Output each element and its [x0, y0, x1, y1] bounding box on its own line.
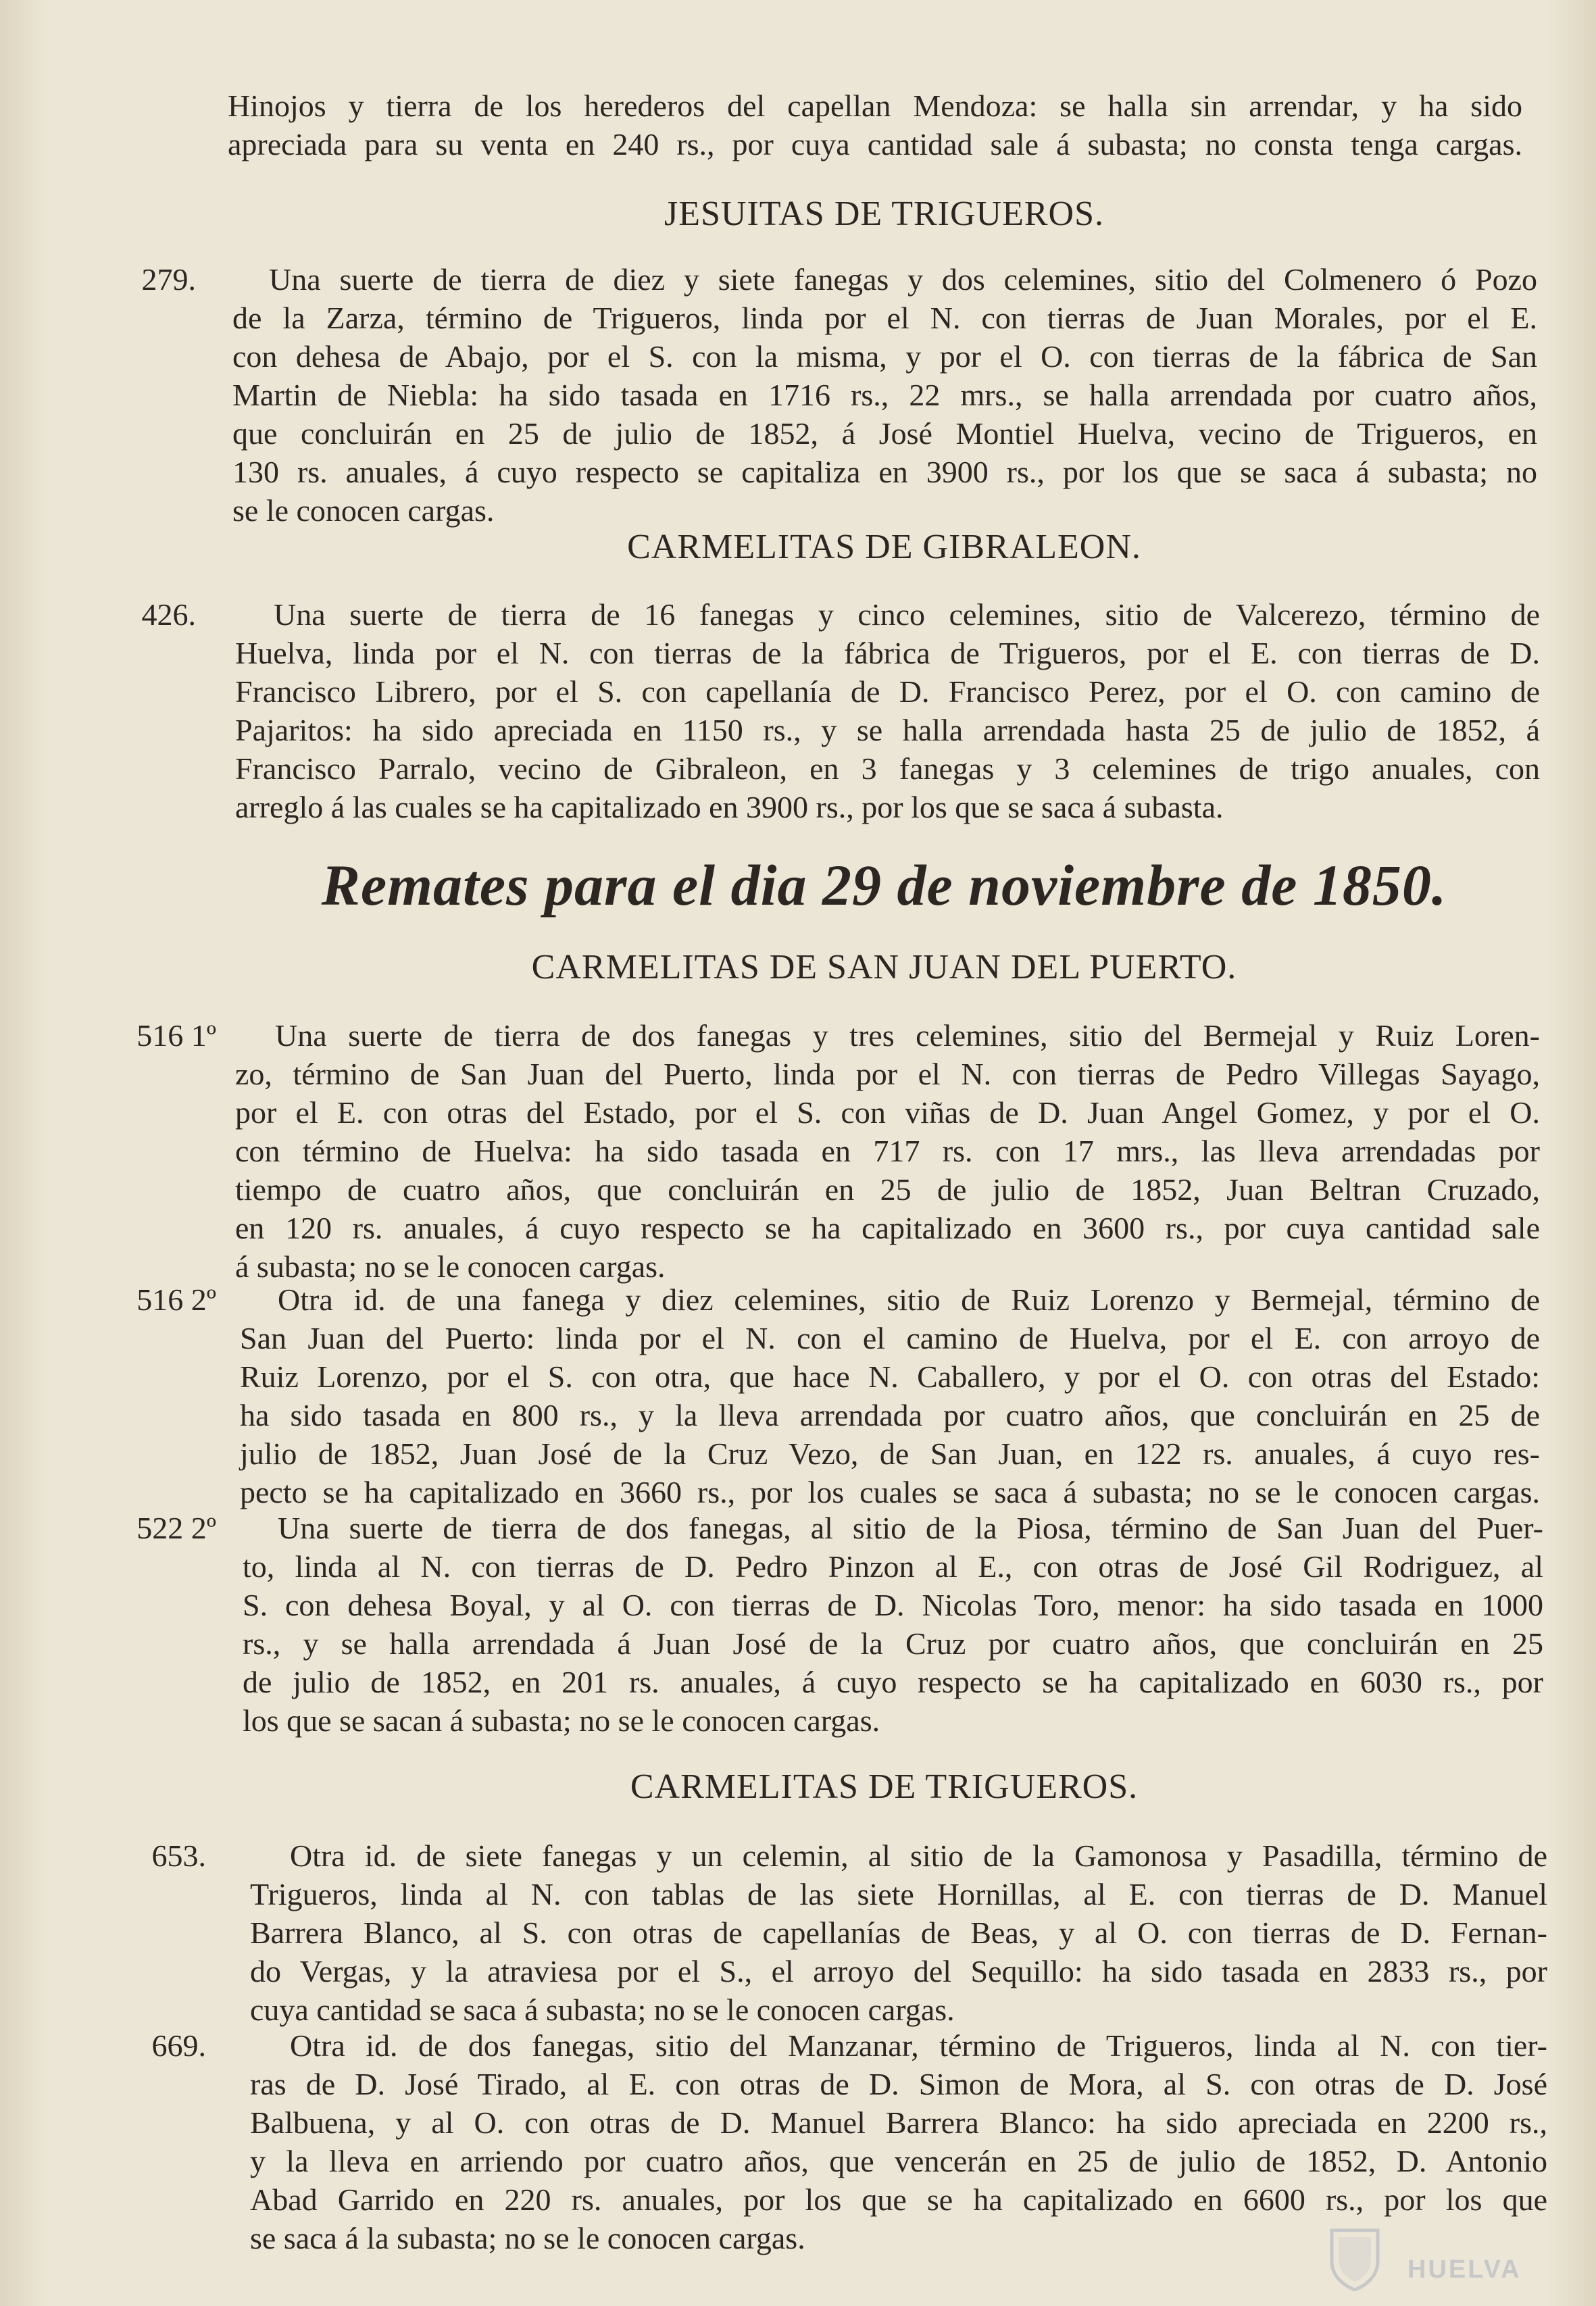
text-line: Balbuena, y al O. con otras de D. Manuel Barrera Blanco: ha sido apreciada en 2200 rs.,	[250, 2105, 1547, 2140]
text-line: arreglo á las cuales se ha capitalizado en 3900 rs., por los que se saca á subasta.	[235, 790, 1224, 824]
text-line: se le conocen cargas.	[232, 493, 495, 528]
text-line: Francisco Librero, por el S. con capellanía de D. Francisco Perez, por el O. con camino de	[235, 674, 1540, 709]
text-line: 130 rs. anuales, á cuyo respecto se capitaliza en 3900 rs., por los que se saca á subasta; no	[232, 455, 1537, 489]
text-line: de julio de 1852, en 201 rs. anuales, á cuyo respecto se ha capitalizado en 6030 rs., por	[243, 1665, 1543, 1699]
text-line: Una suerte de tierra de 16 fanegas y cinco celemines, sitio de Valcerezo, término de	[274, 597, 1540, 632]
text-line: á subasta; no se le conocen cargas.	[235, 1249, 666, 1284]
text-line: tiempo de cuatro años, que concluirán en 25 de julio de 1852, Juan Beltran Cruzado,	[235, 1172, 1540, 1207]
text-line: apreciada para su venta en 240 rs., por cuya cantidad sale á subasta; no consta tenga cargas.	[228, 127, 1522, 161]
lot-number: 516 2º	[136, 1282, 216, 1317]
lot-entry	[141, 595, 1540, 826]
text-line: pecto se ha capitalizado en 3660 rs., por los cuales se saca á subasta; no se le conocen cargas.	[240, 1475, 1540, 1509]
section-heading: CARMELITAS DE GIBRALEON.	[627, 528, 1141, 566]
text-line: Pajaritos: ha sido apreciada en 1150 rs., y se halla arrendada hasta 25 de julio de 1852, á	[235, 713, 1540, 747]
lot-entry	[151, 2026, 1547, 2257]
text-line: con dehesa de Abajo, por el S. con la misma, y por el O. con tierras de la fábrica de San	[232, 339, 1537, 374]
text-line: de la Zarza, término de Trigueros, linda por el N. con tierras de Juan Morales, por el E.	[232, 301, 1537, 335]
text-line: Otra id. de dos fanegas, sitio del Manzanar, término de Trigueros, linda al N. con tier-	[290, 2028, 1547, 2063]
watermark-logo	[1328, 2226, 1551, 2294]
text-line: Huelva, linda por el N. con tierras de la fábrica de Trigueros, por el E. con tierras de D.	[235, 636, 1540, 670]
text-line: Martin de Niebla: ha sido tasada en 1716 rs., 22 mrs., se halla arrendada por cuatro años,	[232, 378, 1537, 412]
text-line: en 120 rs. anuales, á cuyo respecto se ha capitalizado en 3600 rs., por cuya cantidad sale	[235, 1211, 1540, 1245]
text-line: Otra id. de una fanega y diez celemines, sitio de Ruiz Lorenzo y Bermejal, término de	[278, 1282, 1540, 1317]
text-line: do Vergas, y la atraviesa por el S., el arroyo del Sequillo: ha sido tasada en 2833 rs., por	[250, 1954, 1547, 1988]
text-line: por el E. con otras del Estado, por el S. con viñas de D. Juan Angel Gomez, y por el O.	[235, 1095, 1540, 1130]
text-line: y la lleva en arriendo por cuatro años, que vencerán en 25 de julio de 1852, D. Antonio	[250, 2144, 1547, 2178]
text-line: Barrera Blanco, al S. con otras de capellanías de Beas, y al O. con tierras de D. Fernan-	[250, 1915, 1547, 1950]
text-line: Una suerte de tierra de dos fanegas, al sitio de la Piosa, término de San Juan del Puer-	[278, 1511, 1543, 1545]
text-line: cuya cantidad se saca á subasta; no se le conocen cargas.	[250, 1992, 955, 2027]
text-line: Hinojos y tierra de los herederos del capellan Mendoza: se halla sin arrendar, y ha sido	[228, 89, 1522, 123]
text-line: S. con dehesa Boyal, y al O. con tierras de D. Nicolas Toro, menor: ha sido tasada en 1000	[243, 1588, 1543, 1622]
text-line: Francisco Parralo, vecino de Gibraleon, en 3 fanegas y 3 celemines de trigo anuales, con	[235, 751, 1540, 786]
text-line: ha sido tasada en 800 rs., y la lleva arrendada por cuatro años, que concluirán en 25 de	[240, 1398, 1540, 1432]
lot-number: 669.	[151, 2028, 206, 2063]
text-line: San Juan del Puerto: linda por el N. con el camino de Huelva, por el E. con arroyo de	[240, 1321, 1540, 1355]
continuation-paragraph	[228, 86, 1522, 164]
lot-number: 516 1º	[136, 1018, 216, 1053]
auction-date-title: Remates para el dia 29 de noviembre de 1850.	[321, 853, 1447, 918]
text-line: zo, término de San Juan del Puerto, linda por el N. con tierras de Pedro Villegas Sayago,	[235, 1057, 1540, 1091]
lot-number: 279.	[141, 262, 196, 297]
text-line: Abad Garrido en 220 rs. anuales, por los que se ha capitalizado en 6600 rs., por los que	[250, 2182, 1547, 2217]
text-line: to, linda al N. con tierras de D. Pedro Pinzon al E., con otras de José Gil Rodriguez, al	[243, 1549, 1543, 1584]
lot-number: 426.	[141, 597, 196, 632]
section-heading: JESUITAS DE TRIGUEROS.	[664, 195, 1105, 233]
lot-entry	[151, 1836, 1547, 2029]
text-line: que concluirán en 25 de julio de 1852, á José Montiel Huelva, vecino de Trigueros, en	[232, 416, 1537, 451]
section-heading: CARMELITAS DE TRIGUEROS.	[630, 1768, 1139, 1806]
lot-number: 653.	[151, 1838, 206, 1873]
text-line: los que se sacan á subasta; no se le conocen cargas.	[243, 1703, 880, 1738]
text-line: Una suerte de tierra de diez y siete fanegas y dos celemines, sitio del Colmenero ó Pozo	[269, 262, 1537, 297]
text-line: Una suerte de tierra de dos fanegas y tres celemines, sitio del Bermejal y Ruiz Loren-	[275, 1018, 1540, 1053]
lot-number: 522 2º	[136, 1511, 216, 1545]
lot-entry	[136, 1016, 1540, 1286]
lot-entry	[136, 1280, 1540, 1511]
text-line: Trigueros, linda al N. con tablas de las siete Hornillas, al E. con tierras de D. Manuel	[250, 1877, 1547, 1911]
text-line: Otra id. de siete fanegas y un celemin, al sitio de la Gamonosa y Pasadilla, término de	[290, 1838, 1547, 1873]
text-line: Ruiz Lorenzo, por el S. con otra, que hace N. Caballero, y por el O. con otras del Estado:	[240, 1359, 1540, 1394]
text-line: rs., y se halla arrendada á Juan José de la Cruz por cuatro años, que concluirán en 25	[243, 1626, 1543, 1661]
text-line: julio de 1852, Juan José de la Cruz Vezo, de San Juan, en 122 rs. anuales, á cuyo res-	[240, 1436, 1540, 1471]
section-heading: CARMELITAS DE SAN JUAN DEL PUERTO.	[531, 948, 1237, 986]
text-line: se saca á la subasta; no se le conocen cargas.	[250, 2221, 805, 2255]
watermark-text: HUELVA	[1407, 2255, 1522, 2284]
lot-entry	[136, 1509, 1543, 1740]
lot-entry	[141, 260, 1537, 530]
shield-icon	[1328, 2226, 1382, 2291]
text-line: con término de Huelva: ha sido tasada en 717 rs. con 17 mrs., las lleva arrendadas por	[235, 1134, 1540, 1168]
text-line: ras de D. José Tirado, al E. con otras de D. Simon de Mora, al S. con otras de D. José	[250, 2067, 1547, 2101]
